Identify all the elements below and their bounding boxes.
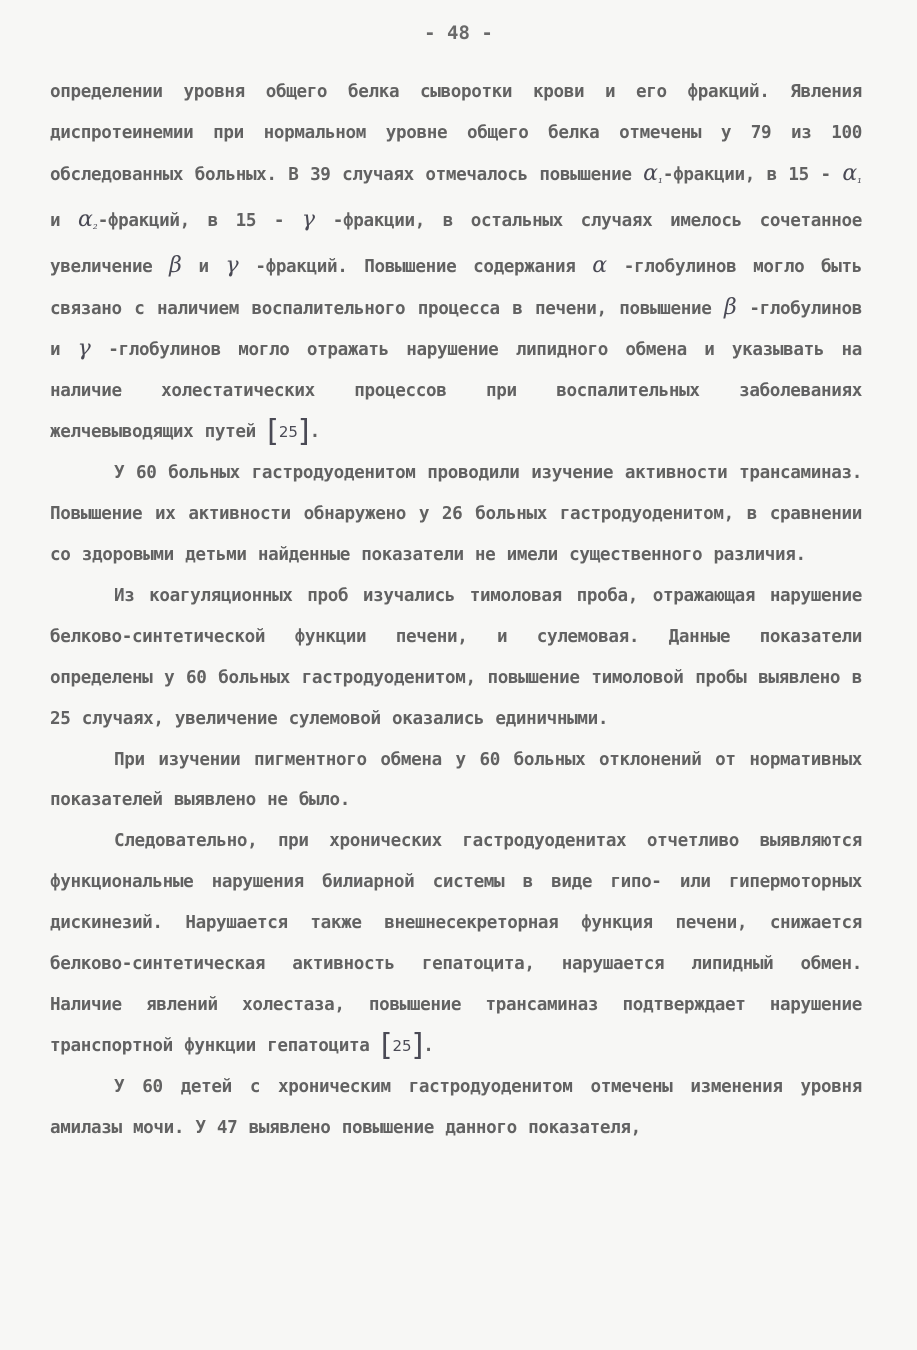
citation-open-bracket: [ xyxy=(380,1027,393,1063)
text-run: -фракции, в 15 - xyxy=(662,164,843,185)
body-text xyxy=(50,72,862,1149)
paragraph-amylase: У 60 детей с хроническим гастродуоденитом отмечены изменения уровня амилазы мочи. У 47 выявлено повышение данного показателя, xyxy=(50,1076,862,1138)
text-run: определении уровня общего белка сыворотки крови и его фракций. Явления диспротеинемии при нормальном уровне общего белка отмечены у 79 из 100 обследованных больных. В 39 случаях отмечалось повышение xyxy=(50,82,862,185)
text-run: -глобулинов могло быть связано с наличием воспалительного процесса в печени, повышение xyxy=(50,256,862,319)
citation-reference xyxy=(267,414,310,450)
text-run: и xyxy=(181,256,226,277)
paragraph-pigment-metabolism: При изучении пигментного обмена у 60 больных отклонений от нормативных показателей выявлено не было. xyxy=(50,749,862,811)
alpha-symbol: α xyxy=(592,252,608,278)
text-run: -глобулинов могло отражать нарушение липидного обмена и указывать на наличие холестатических процессов при воспалительных заболеваниях желчевыводящих путей xyxy=(50,340,862,443)
gamma-symbol: γ xyxy=(77,336,91,362)
gamma-symbol: γ xyxy=(225,252,239,278)
text-run: и xyxy=(50,210,79,231)
citation-close-bracket: ] xyxy=(411,1027,424,1063)
beta-symbol: β xyxy=(169,252,182,278)
text-run: . xyxy=(309,422,320,443)
citation-number: 25 xyxy=(278,423,298,442)
text-run: -фракций. Повышение содержания xyxy=(238,256,593,277)
subscript-1: ₁ xyxy=(857,171,862,186)
alpha-symbol: α xyxy=(842,160,858,186)
text-run: Следовательно, при хронических гастродуоденитах отчетливо выявляются функциональные нарушения билиарной системы в виде гипо- или гипермоторных дискинезий. Нарушается также внешнесекреторная функция печени, снижается белково-синтетическая активность гепатоцита, нарушается липидный обмен. Наличие явлений холестаза, повышение трансаминаз подтверждает нарушение транспортной функции гепатоцита xyxy=(50,831,862,1056)
citation-close-bracket: ] xyxy=(297,414,310,450)
alpha-symbol: α xyxy=(78,206,93,232)
gamma-symbol: γ xyxy=(301,206,316,232)
text-run: -фракций, в 15 - xyxy=(97,210,302,231)
subscript-1: ₁ xyxy=(658,171,663,186)
paragraph-conclusion xyxy=(50,821,862,1066)
paragraph-transaminases: У 60 больных гастродуоденитом проводили изучение активности трансаминаз. Повышение их активности обнаружено у 26 больных гастродуоденитом, в сравнении со здоровыми детьми найденные показатели не имели существенного различия. xyxy=(50,463,862,565)
text-run: -глобулинов и xyxy=(50,298,862,361)
subscript-2: ₂ xyxy=(92,217,98,232)
page-number: - 48 - xyxy=(424,22,493,44)
alpha-symbol: α xyxy=(643,160,659,186)
citation-number: 25 xyxy=(392,1036,412,1055)
text-run: -фракции, в остальных случаях имелось сочетанное увеличение xyxy=(50,210,862,277)
paragraph-protein-fractions xyxy=(50,72,862,453)
text-run: . xyxy=(423,1035,434,1056)
beta-symbol: β xyxy=(724,294,737,320)
citation-reference xyxy=(380,1027,424,1063)
citation-open-bracket: [ xyxy=(267,414,279,450)
paragraph-coagulation-tests: Из коагуляционных проб изучались тимоловая проба, отражающая нарушение белково-синтетической функции печени, и сулемовая. Данные показатели определены у 60 больных гастродуоденитом, повышение тимоловой пробы выявлено в 25 случаях, увеличение сулемовой оказались единичными. xyxy=(50,585,862,729)
